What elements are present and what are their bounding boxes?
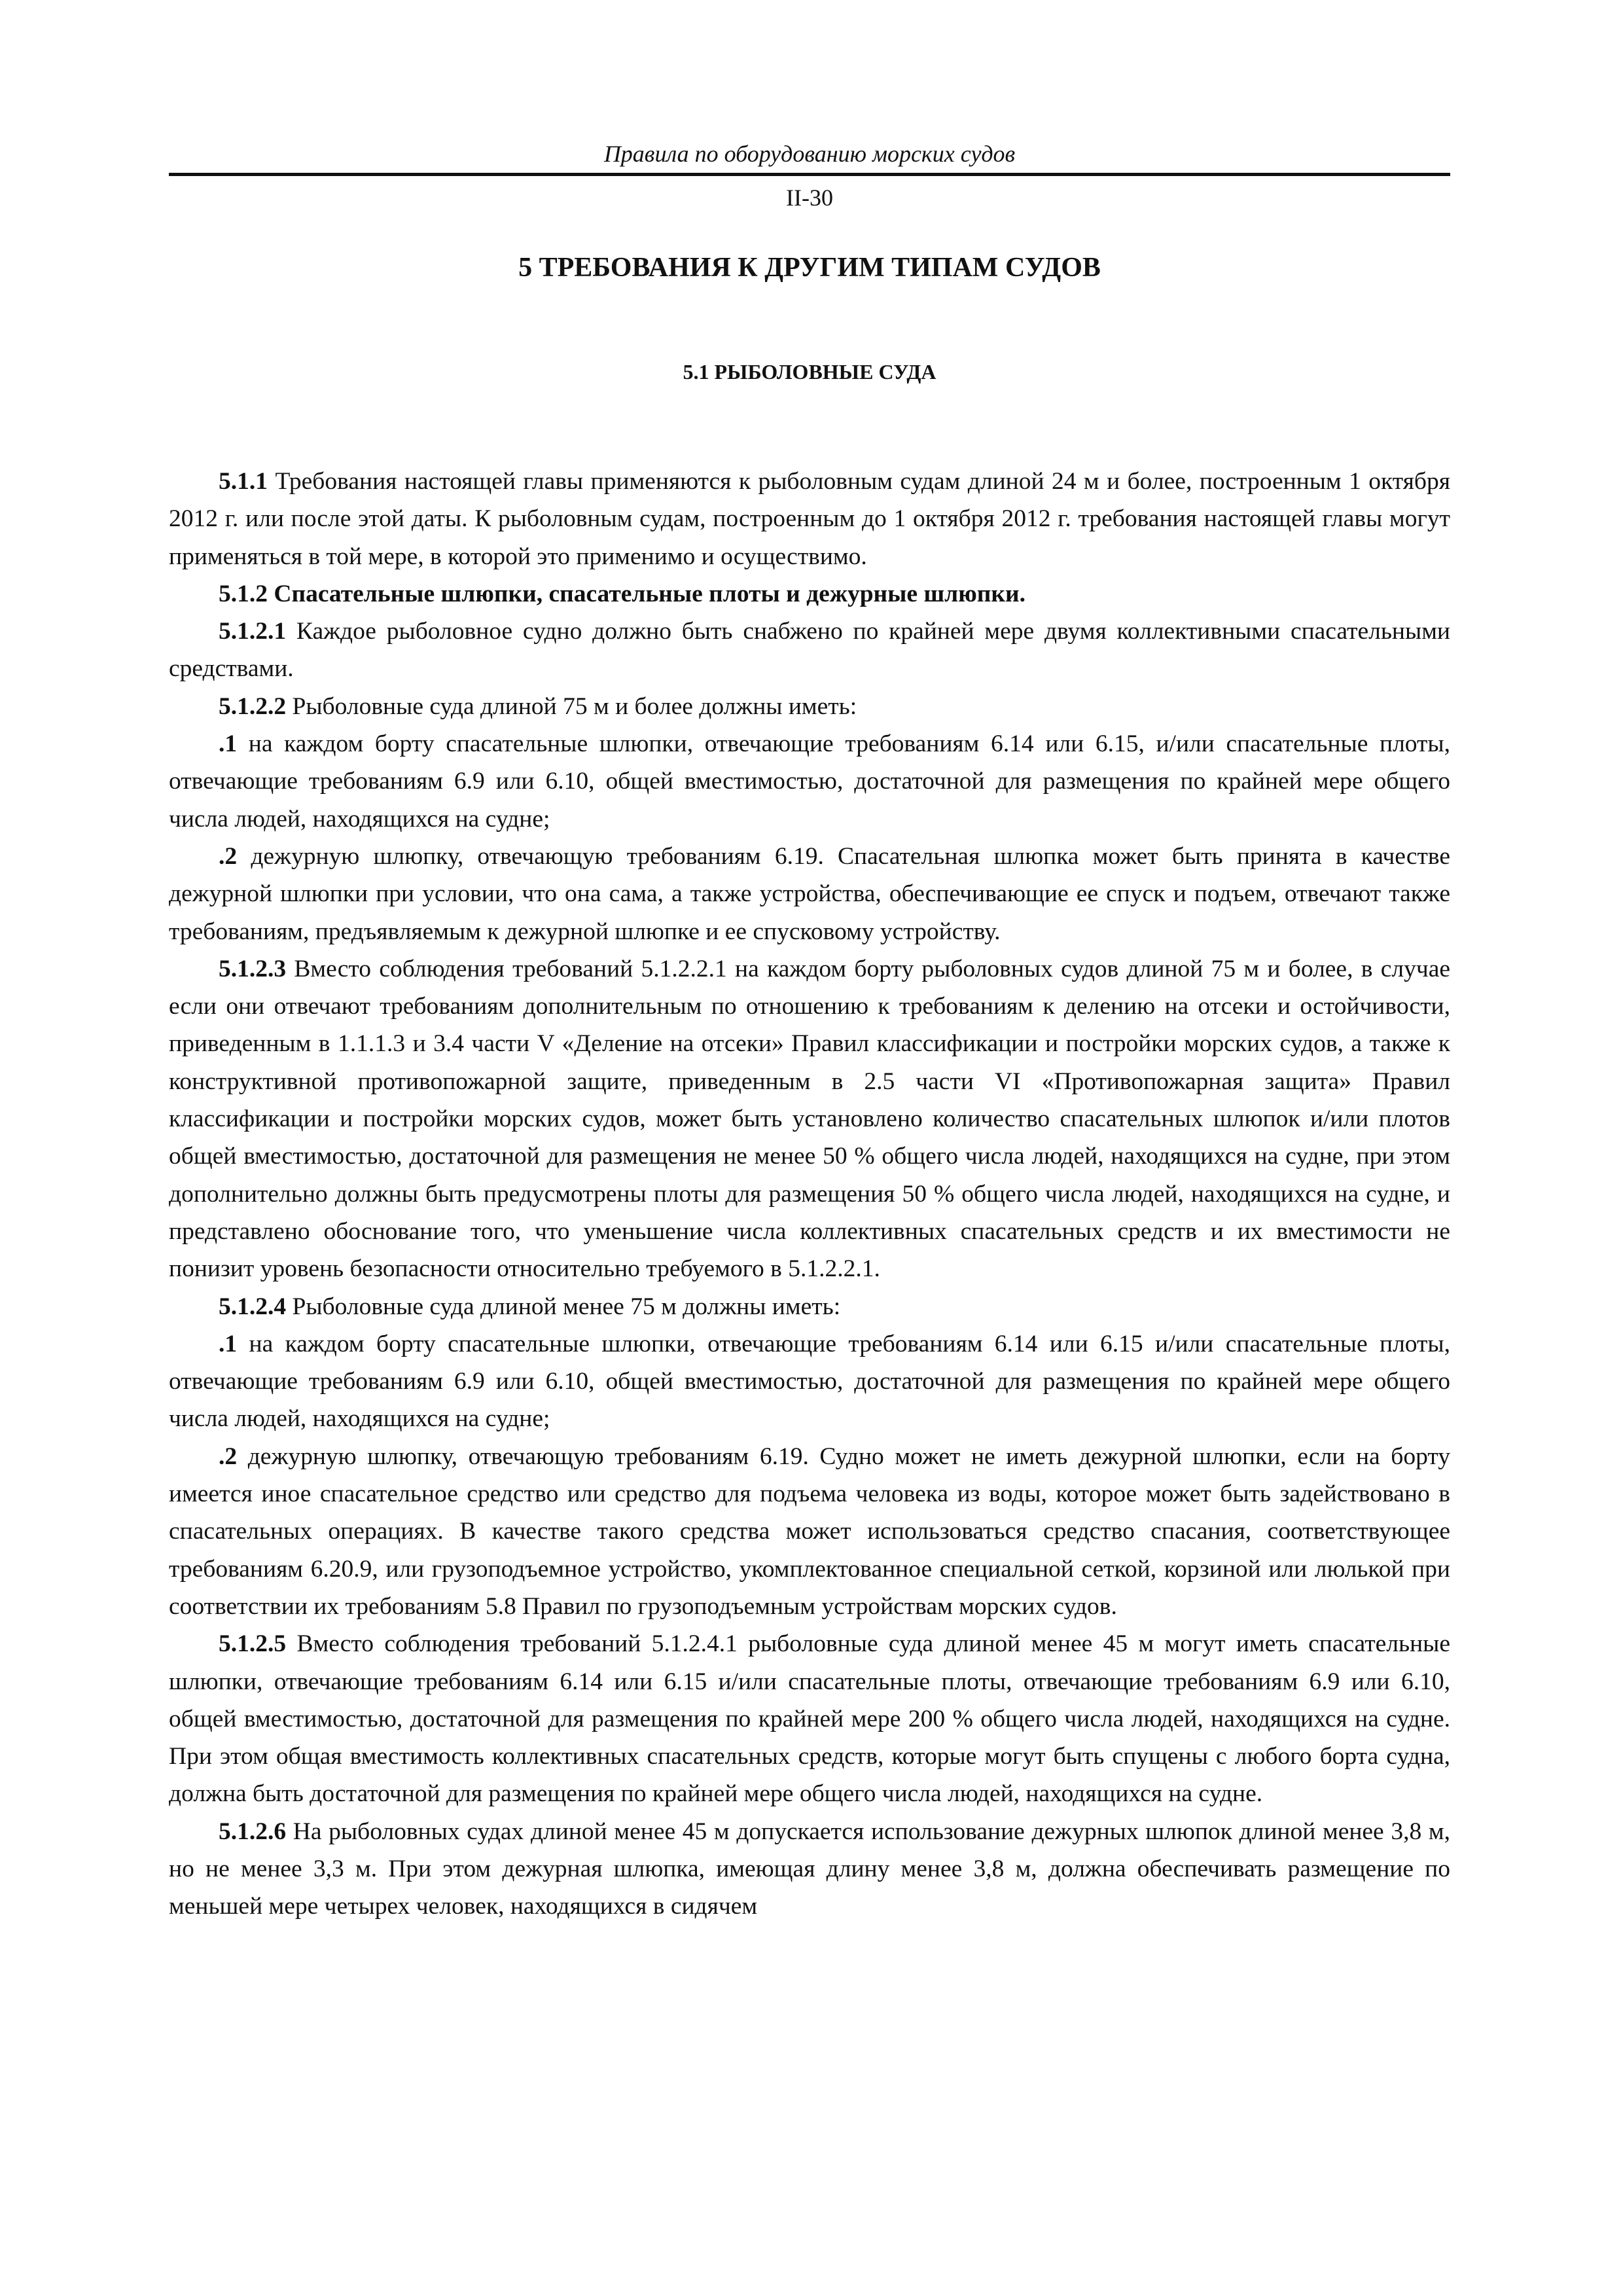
section-title: 5.1 РЫБОЛОВНЫЕ СУДА bbox=[683, 360, 936, 384]
document-page bbox=[169, 139, 1450, 1926]
running-header-title: Правила по оборудованию морских судов bbox=[169, 139, 1450, 176]
page-number: II-30 bbox=[786, 185, 833, 211]
subsection-heading-5-1-2: 5.1.2 Спасательные шлюпки, спасательные плоты и дежурные шлюпки. bbox=[219, 580, 1026, 607]
list-item-5-1-2-4-1: .1 на каждом борту спасательные шлюпки, отвечающие требованиям 6.14 или 6.15 и/или спасательные плоты, отвечающие требованиям 6.9 или 6.10, общей вместимостью, достаточной для размещения по крайней мере общего числа людей, находящихся на судне; bbox=[169, 1330, 1450, 1433]
paragraph-5-1-1: 5.1.1 Требования настоящей главы применяются к рыболовным судам длиной 24 м и более, построенным 1 октября 2012 г. или после этой даты. К рыболовным судам, построенным до 1 октября 2012 г. требования настоящей главы могут применяться в той мере, в которой это применимо и осуществимо. bbox=[169, 468, 1450, 570]
paragraph-5-1-2-4: 5.1.2.4 Рыболовные суда длиной менее 75 м должны иметь: bbox=[219, 1293, 841, 1320]
paragraph-5-1-2-6: 5.1.2.6 На рыболовных судах длиной менее 45 м допускается использование дежурных шлюпок длиной менее 3,8 м, но не менее 3,3 м. При этом дежурная шлюпка, имеющая длину менее 3,8 м, должна обеспечивать размещение по меньшей мере четырех человек, находящихся в сидячем bbox=[169, 1818, 1450, 1920]
body-text bbox=[169, 463, 1450, 1926]
list-item-5-1-2-2-2: .2 дежурную шлюпку, отвечающую требованиям 6.19. Спасательная шлюпка может быть принята в качестве дежурной шлюпки при условии, что она сама, а также устройства, обеспечивающие ее спуск и подъем, отвечают также требованиям, предъявляемым к дежурной шлюпке и ее спусковому устройству. bbox=[169, 842, 1450, 945]
paragraph-5-1-2-2: 5.1.2.2 Рыболовные суда длиной 75 м и более должны иметь: bbox=[219, 692, 857, 720]
paragraph-5-1-2-5: 5.1.2.5 Вместо соблюдения требований 5.1.2.4.1 рыболовные суда длиной менее 45 м могут иметь спасательные шлюпки, отвечающие требованиям 6.14 или 6.15 и/или спасательные плоты, отвечающие требованиям 6.9 или 6.10, общей вместимостью, достаточной для размещения по крайней мере 200 % общего числа людей, находящихся на судне. При этом общая вместимость коллективных спасательных средств, которые могут быть спущены с любого борта судна, должна быть достаточной для размещения по крайней мере общего числа людей, находящихся на судне. bbox=[169, 1630, 1450, 1808]
paragraph-5-1-2-3: 5.1.2.3 Вместо соблюдения требований 5.1.2.2.1 на каждом борту рыболовных судов длиной 75 м и более, в случае если они отвечают требованиям дополнительным по отношению к требованиям к делению на отсеки и остойчивости, приведенным в 1.1.1.3 и 3.4 части V «Деление на отсеки» Правил классификации и постройки морских судов, а также к конструктивной противопожарной защите, приведенным в 2.5 части VI «Противопожарная защита» Правил классификации и постройки морских судов, может быть установлено количество спасательных шлюпок и/или плотов общей вместимостью, достаточной для размещения не менее 50 % общего числа людей, находящихся на судне, при этом дополнительно должны быть предусмотрены плоты для размещения 50 % общего числа людей, находящихся на судне, и представлено обоснование того, что уменьшение числа коллективных спасательных средств и их вместимости не понизит уровень безопасности относительно требуемого в 5.1.2.2.1. bbox=[169, 955, 1450, 1283]
chapter-title: 5 ТРЕБОВАНИЯ К ДРУГИМ ТИПАМ СУДОВ bbox=[518, 253, 1101, 283]
list-item-5-1-2-4-2: .2 дежурную шлюпку, отвечающую требованиям 6.19. Судно может не иметь дежурной шлюпки, если на борту имеется иное спасательное средство или средство для подъема человека из воды, которое может быть задействовано в спасательных операциях. В качестве такого средства может использоваться средство спасания, соответствующее требованиям 6.20.9, или грузоподъемное устройство, укомплектованное специальной сеткой, корзиной или люлькой при соответствии их требованиям 5.8 Правил по грузоподъемным устройствам морских судов. bbox=[169, 1443, 1450, 1620]
list-item-5-1-2-2-1: .1 на каждом борту спасательные шлюпки, отвечающие требованиям 6.14 или 6.15, и/или спасательные плоты, отвечающие требованиям 6.9 или 6.10, общей вместимостью, достаточной для размещения по крайней мере общего числа людей, находящихся на судне; bbox=[169, 730, 1450, 833]
paragraph-5-1-2-1: 5.1.2.1 Каждое рыболовное судно должно быть снабжено по крайней мере двумя коллективными спасательными средствами. bbox=[169, 618, 1450, 683]
